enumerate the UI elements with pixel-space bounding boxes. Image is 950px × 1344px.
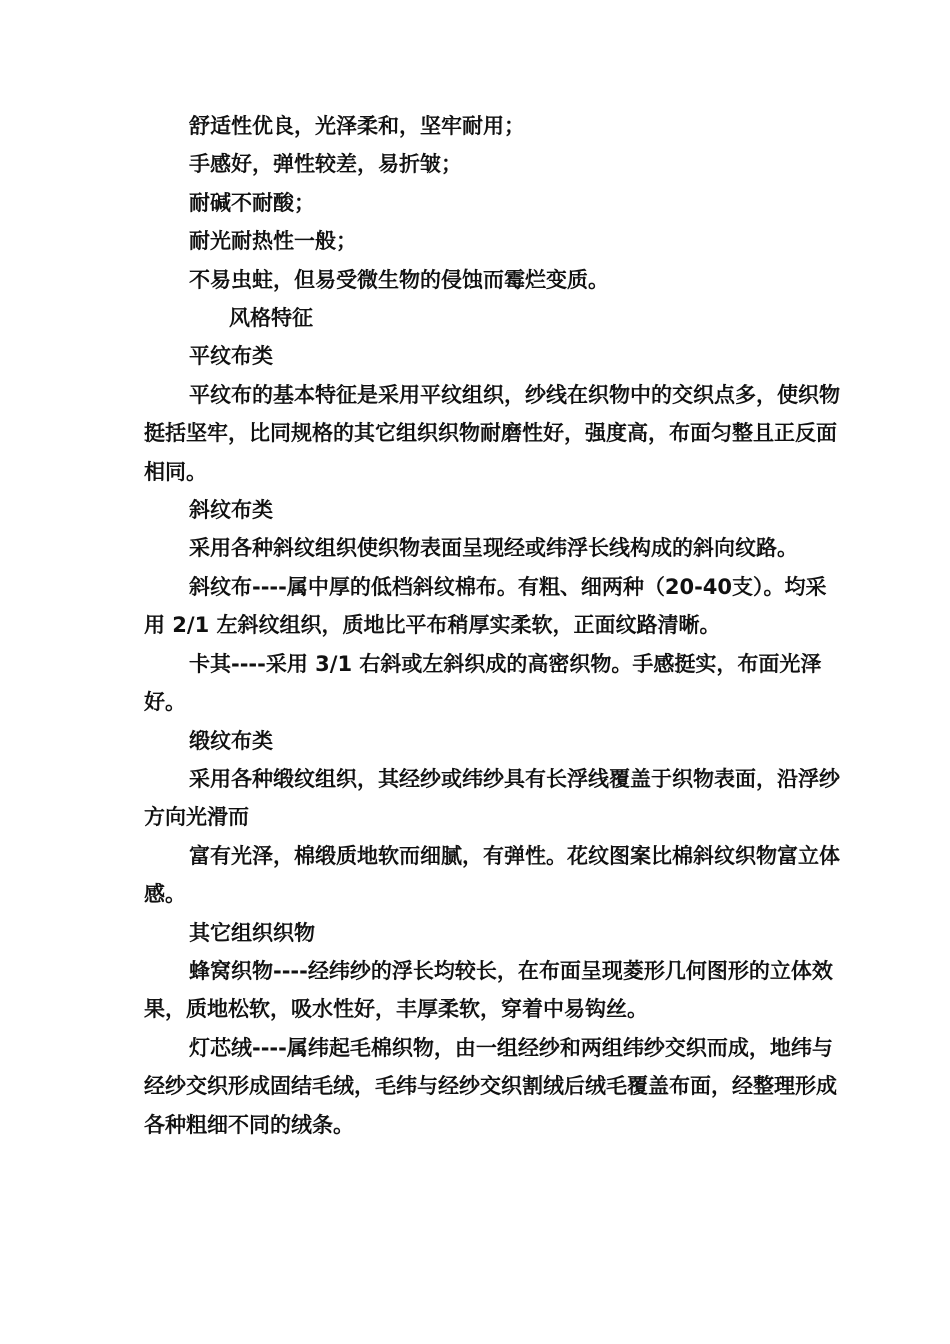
twill-item-khaki: 卡其----采用 3/1 右斜或左斜织成的高密织物。手感挺实，布面光泽好。 <box>144 651 822 715</box>
property-line-light-heat: 耐光耐热性一般； <box>189 229 357 254</box>
document-body <box>144 107 844 1144</box>
style-heading: 风格特征 <box>229 306 313 331</box>
property-line-handfeel: 手感好，弹性较差，易折皱； <box>189 152 462 177</box>
property-line-comfort: 舒适性优良，光泽柔和，坚牢耐用； <box>189 114 525 138</box>
twill-paragraph: 采用各种斜纹组织使织物表面呈现经或纬浮长线构成的斜向纹路。 <box>189 536 798 561</box>
twill-item-drill: 斜纹布----属中厚的低档斜纹棉布。有粗、细两种（20-40支）。均采用 2/1 左斜纹组织，质地比平布稍厚实柔软，正面纹路清晰。 <box>144 574 827 638</box>
satin-paragraph-2: 富有光泽，棉缎质地软而细腻，有弹性。花纹图案比棉斜纹织物富立体感。 <box>144 843 840 907</box>
property-line-mildew: 不易虫蛀，但易受微生物的侵蚀而霉烂变质。 <box>189 267 609 292</box>
satin-paragraph-1: 采用各种缎纹组织，其经纱或纬纱具有长浮线覆盖于织物表面，沿浮纱方向光滑而 <box>144 766 840 830</box>
plain-paragraph: 平纹布的基本特征是采用平纹组织，纱线在织物中的交织点多，使织物挺括坚牢，比同规格的其它组织织物耐磨性好，强度高，布面匀整且正反面相同。 <box>144 382 840 484</box>
other-item-honeycomb: 蜂窝织物----经纬纱的浮长均较长，在布面呈现菱形几何图形的立体效果，质地松软，吸水性好，丰厚柔软，穿着中易钩丝。 <box>144 958 833 1022</box>
twill-heading: 斜纹布类 <box>189 498 273 523</box>
satin-heading: 缎纹布类 <box>189 728 273 753</box>
other-heading: 其它组织织物 <box>189 920 315 945</box>
other-item-corduroy: 灯芯绒----属纬起毛棉织物，由一组经纱和两组纬纱交织而成，地纬与经纱交织形成固结毛绒，毛纬与经纱交织割绒后绒毛覆盖布面，经整理形成各种粗细不同的绒条。 <box>144 1035 837 1137</box>
property-line-alkali: 耐碱不耐酸； <box>189 190 315 215</box>
plain-heading: 平纹布类 <box>189 344 273 369</box>
